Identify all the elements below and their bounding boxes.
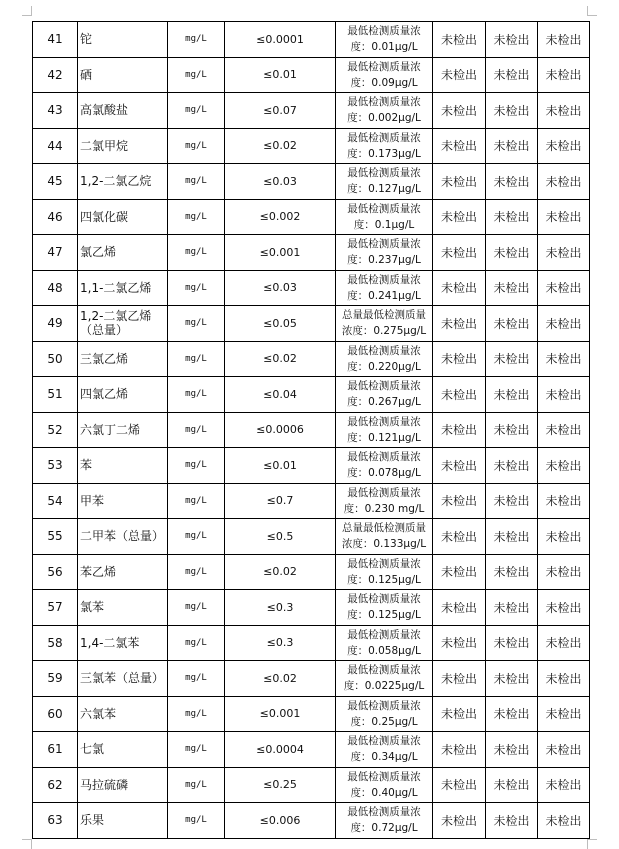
detection-limit-note bbox=[336, 448, 433, 484]
row-number: 46 bbox=[33, 199, 78, 235]
table-row bbox=[33, 554, 590, 590]
limit-value: ≤0.03 bbox=[225, 270, 336, 306]
result-3: 未检出 bbox=[538, 625, 590, 661]
result-1: 未检出 bbox=[433, 412, 486, 448]
item-name: 六氯丁二烯 bbox=[78, 412, 168, 448]
table-row bbox=[33, 625, 590, 661]
limit-value: ≤0.3 bbox=[225, 590, 336, 626]
table-row bbox=[33, 22, 590, 58]
unit: mg/L bbox=[168, 483, 225, 519]
result-2: 未检出 bbox=[486, 732, 538, 768]
item-name: 甲苯 bbox=[78, 483, 168, 519]
detection-limit-line2: 度：0.1μg/L bbox=[353, 218, 415, 231]
result-2: 未检出 bbox=[486, 696, 538, 732]
table-row bbox=[33, 412, 590, 448]
detection-limit-note bbox=[336, 164, 433, 200]
unit: mg/L bbox=[168, 767, 225, 803]
result-3: 未检出 bbox=[538, 590, 590, 626]
table-row bbox=[33, 803, 590, 839]
result-2: 未检出 bbox=[486, 483, 538, 519]
result-3: 未检出 bbox=[538, 412, 590, 448]
detection-limit-line2: 度：0.237μg/L bbox=[347, 254, 421, 267]
limit-value: ≤0.3 bbox=[225, 625, 336, 661]
result-3: 未检出 bbox=[538, 341, 590, 377]
unit: mg/L bbox=[168, 448, 225, 484]
table-body bbox=[33, 22, 590, 839]
result-2: 未检出 bbox=[486, 554, 538, 590]
result-2: 未检出 bbox=[486, 412, 538, 448]
unit: mg/L bbox=[168, 661, 225, 697]
detection-limit-line1: 最低检测质量浓 bbox=[347, 628, 421, 641]
result-2: 未检出 bbox=[486, 270, 538, 306]
result-1: 未检出 bbox=[433, 22, 486, 58]
unit: mg/L bbox=[168, 412, 225, 448]
detection-limit-line2: 度：0.241μg/L bbox=[347, 289, 421, 302]
limit-value: ≤0.05 bbox=[225, 306, 336, 342]
detection-limit-note bbox=[336, 235, 433, 271]
limit-value: ≤0.01 bbox=[225, 448, 336, 484]
detection-limit-line1: 最低检测质量浓 bbox=[347, 167, 421, 180]
result-2: 未检出 bbox=[486, 803, 538, 839]
limit-value: ≤0.5 bbox=[225, 519, 336, 555]
item-name: 苯 bbox=[78, 448, 168, 484]
table-row bbox=[33, 93, 590, 129]
item-name: 1,2-二氯乙烯（总量） bbox=[78, 306, 168, 342]
item-name: 1,2-二氯乙烷 bbox=[78, 164, 168, 200]
item-name: 苯乙烯 bbox=[78, 554, 168, 590]
table-row bbox=[33, 732, 590, 768]
result-2: 未检出 bbox=[486, 625, 538, 661]
row-number: 47 bbox=[33, 235, 78, 271]
unit: mg/L bbox=[168, 732, 225, 768]
detection-limit-note bbox=[336, 377, 433, 413]
detection-limit-line2: 度：0.25μg/L bbox=[350, 715, 418, 728]
result-3: 未检出 bbox=[538, 270, 590, 306]
detection-limit-line1: 总量最低检测质量 bbox=[342, 522, 426, 535]
detection-limit-line2: 度：0.267μg/L bbox=[347, 396, 421, 409]
result-2: 未检出 bbox=[486, 199, 538, 235]
result-3: 未检出 bbox=[538, 306, 590, 342]
result-2: 未检出 bbox=[486, 93, 538, 129]
detection-limit-line2: 度：0.121μg/L bbox=[347, 431, 421, 444]
row-number: 56 bbox=[33, 554, 78, 590]
unit: mg/L bbox=[168, 22, 225, 58]
item-name: 七氯 bbox=[78, 732, 168, 768]
detection-limit-line2: 度：0.220μg/L bbox=[347, 360, 421, 373]
row-number: 59 bbox=[33, 661, 78, 697]
row-number: 62 bbox=[33, 767, 78, 803]
unit: mg/L bbox=[168, 554, 225, 590]
result-1: 未检出 bbox=[433, 483, 486, 519]
result-3: 未检出 bbox=[538, 199, 590, 235]
table-row bbox=[33, 235, 590, 271]
result-1: 未检出 bbox=[433, 661, 486, 697]
result-1: 未检出 bbox=[433, 93, 486, 129]
result-3: 未检出 bbox=[538, 661, 590, 697]
detection-limit-note bbox=[336, 306, 433, 342]
item-name: 氯乙烯 bbox=[78, 235, 168, 271]
result-3: 未检出 bbox=[538, 164, 590, 200]
limit-value: ≤0.02 bbox=[225, 341, 336, 377]
result-1: 未检出 bbox=[433, 377, 486, 413]
unit: mg/L bbox=[168, 625, 225, 661]
result-3: 未检出 bbox=[538, 235, 590, 271]
row-number: 45 bbox=[33, 164, 78, 200]
row-number: 43 bbox=[33, 93, 78, 129]
result-2: 未检出 bbox=[486, 341, 538, 377]
detection-limit-note bbox=[336, 732, 433, 768]
table-row bbox=[33, 341, 590, 377]
detection-limit-line2: 度：0.01μg/L bbox=[350, 41, 418, 54]
table-row bbox=[33, 661, 590, 697]
result-1: 未检出 bbox=[433, 767, 486, 803]
result-1: 未检出 bbox=[433, 554, 486, 590]
item-name: 高氯酸盐 bbox=[78, 93, 168, 129]
item-name: 四氯乙烯 bbox=[78, 377, 168, 413]
result-2: 未检出 bbox=[486, 57, 538, 93]
detection-limit-line2: 度：0.125μg/L bbox=[347, 609, 421, 622]
result-2: 未检出 bbox=[486, 235, 538, 271]
row-number: 51 bbox=[33, 377, 78, 413]
crop-mark-top-right bbox=[587, 6, 597, 16]
detection-limit-line1: 最低检测质量浓 bbox=[347, 344, 421, 357]
detection-limit-note bbox=[336, 270, 433, 306]
limit-value: ≤0.0006 bbox=[225, 412, 336, 448]
result-1: 未检出 bbox=[433, 732, 486, 768]
item-name: 四氯化碳 bbox=[78, 199, 168, 235]
detection-limit-note bbox=[336, 57, 433, 93]
detection-limit-line1: 最低检测质量浓 bbox=[347, 60, 421, 73]
detection-limit-line2: 度：0.002μg/L bbox=[347, 112, 421, 125]
limit-value: ≤0.25 bbox=[225, 767, 336, 803]
result-3: 未检出 bbox=[538, 483, 590, 519]
unit: mg/L bbox=[168, 235, 225, 271]
detection-limit-note bbox=[336, 590, 433, 626]
result-1: 未检出 bbox=[433, 696, 486, 732]
row-number: 41 bbox=[33, 22, 78, 58]
result-1: 未检出 bbox=[433, 235, 486, 271]
result-1: 未检出 bbox=[433, 341, 486, 377]
detection-limit-line2: 度：0.72μg/L bbox=[350, 822, 418, 835]
detection-limit-line2: 浓度：0.275μg/L bbox=[341, 325, 427, 338]
result-1: 未检出 bbox=[433, 57, 486, 93]
unit: mg/L bbox=[168, 93, 225, 129]
table-row bbox=[33, 164, 590, 200]
detection-limit-note bbox=[336, 341, 433, 377]
detection-limit-line2: 度：0.127μg/L bbox=[347, 183, 421, 196]
detection-limit-note bbox=[336, 554, 433, 590]
unit: mg/L bbox=[168, 341, 225, 377]
detection-limit-line2: 浓度：0.133μg/L bbox=[341, 538, 427, 551]
row-number: 49 bbox=[33, 306, 78, 342]
row-number: 53 bbox=[33, 448, 78, 484]
detection-limit-line1: 最低检测质量浓 bbox=[347, 806, 421, 819]
item-name: 1,4-二氯苯 bbox=[78, 625, 168, 661]
detection-limit-note bbox=[336, 128, 433, 164]
item-name: 乐果 bbox=[78, 803, 168, 839]
row-number: 60 bbox=[33, 696, 78, 732]
table-row bbox=[33, 519, 590, 555]
limit-value: ≤0.006 bbox=[225, 803, 336, 839]
limit-value: ≤0.0004 bbox=[225, 732, 336, 768]
result-1: 未检出 bbox=[433, 590, 486, 626]
detection-limit-line1: 最低检测质量浓 bbox=[347, 735, 421, 748]
result-1: 未检出 bbox=[433, 519, 486, 555]
limit-value: ≤0.02 bbox=[225, 661, 336, 697]
detection-limit-line2: 度：0.40μg/L bbox=[350, 786, 418, 799]
table-row bbox=[33, 696, 590, 732]
row-number: 48 bbox=[33, 270, 78, 306]
limit-value: ≤0.002 bbox=[225, 199, 336, 235]
result-2: 未检出 bbox=[486, 519, 538, 555]
limit-value: ≤0.02 bbox=[225, 554, 336, 590]
item-name: 1,1-二氯乙烯 bbox=[78, 270, 168, 306]
limit-value: ≤0.03 bbox=[225, 164, 336, 200]
detection-limit-note bbox=[336, 625, 433, 661]
table-row bbox=[33, 270, 590, 306]
detection-limit-line2: 度：0.125μg/L bbox=[347, 573, 421, 586]
detection-limit-note bbox=[336, 199, 433, 235]
detection-limit-line2: 度：0.34μg/L bbox=[350, 751, 418, 764]
row-number: 57 bbox=[33, 590, 78, 626]
row-number: 42 bbox=[33, 57, 78, 93]
detection-limit-line1: 最低检测质量浓 bbox=[347, 593, 421, 606]
result-2: 未检出 bbox=[486, 377, 538, 413]
unit: mg/L bbox=[168, 270, 225, 306]
detection-limit-line1: 最低检测质量浓 bbox=[347, 238, 421, 251]
detection-limit-line1: 最低检测质量浓 bbox=[347, 664, 421, 677]
water-quality-table bbox=[32, 21, 590, 839]
row-number: 61 bbox=[33, 732, 78, 768]
row-number: 52 bbox=[33, 412, 78, 448]
result-3: 未检出 bbox=[538, 448, 590, 484]
detection-limit-line1: 最低检测质量浓 bbox=[347, 25, 421, 38]
table-row bbox=[33, 448, 590, 484]
result-2: 未检出 bbox=[486, 590, 538, 626]
result-2: 未检出 bbox=[486, 448, 538, 484]
item-name: 硒 bbox=[78, 57, 168, 93]
detection-limit-line1: 最低检测质量浓 bbox=[347, 451, 421, 464]
table-row bbox=[33, 57, 590, 93]
detection-limit-line2: 度：0.09μg/L bbox=[350, 76, 418, 89]
detection-limit-note bbox=[336, 696, 433, 732]
detection-limit-note bbox=[336, 412, 433, 448]
item-name: 六氯苯 bbox=[78, 696, 168, 732]
detection-limit-line1: 最低检测质量浓 bbox=[347, 131, 421, 144]
row-number: 44 bbox=[33, 128, 78, 164]
detection-limit-line2: 度：0.230 mg/L bbox=[343, 502, 425, 515]
table-row bbox=[33, 590, 590, 626]
detection-limit-line1: 最低检测质量浓 bbox=[347, 770, 421, 783]
unit: mg/L bbox=[168, 696, 225, 732]
result-3: 未检出 bbox=[538, 128, 590, 164]
item-name: 铊 bbox=[78, 22, 168, 58]
result-1: 未检出 bbox=[433, 270, 486, 306]
result-2: 未检出 bbox=[486, 661, 538, 697]
detection-limit-line1: 最低检测质量浓 bbox=[347, 557, 421, 570]
result-1: 未检出 bbox=[433, 199, 486, 235]
detection-limit-line1: 总量最低检测质量 bbox=[342, 309, 426, 322]
unit: mg/L bbox=[168, 377, 225, 413]
result-2: 未检出 bbox=[486, 306, 538, 342]
row-number: 63 bbox=[33, 803, 78, 839]
detection-limit-line1: 最低检测质量浓 bbox=[347, 486, 421, 499]
result-3: 未检出 bbox=[538, 22, 590, 58]
result-3: 未检出 bbox=[538, 696, 590, 732]
result-1: 未检出 bbox=[433, 803, 486, 839]
detection-limit-line1: 最低检测质量浓 bbox=[347, 273, 421, 286]
detection-limit-line2: 度：0.078μg/L bbox=[347, 467, 421, 480]
table-row bbox=[33, 306, 590, 342]
result-3: 未检出 bbox=[538, 519, 590, 555]
table-row bbox=[33, 199, 590, 235]
limit-value: ≤0.0001 bbox=[225, 22, 336, 58]
unit: mg/L bbox=[168, 803, 225, 839]
result-3: 未检出 bbox=[538, 57, 590, 93]
detection-limit-note bbox=[336, 661, 433, 697]
unit: mg/L bbox=[168, 199, 225, 235]
result-1: 未检出 bbox=[433, 164, 486, 200]
unit: mg/L bbox=[168, 128, 225, 164]
unit: mg/L bbox=[168, 306, 225, 342]
unit: mg/L bbox=[168, 590, 225, 626]
item-name: 三氯乙烯 bbox=[78, 341, 168, 377]
result-3: 未检出 bbox=[538, 803, 590, 839]
detection-limit-line1: 最低检测质量浓 bbox=[347, 96, 421, 109]
limit-value: ≤0.01 bbox=[225, 57, 336, 93]
result-3: 未检出 bbox=[538, 554, 590, 590]
item-name: 三氯苯（总量） bbox=[78, 661, 168, 697]
result-3: 未检出 bbox=[538, 93, 590, 129]
table-row bbox=[33, 128, 590, 164]
result-1: 未检出 bbox=[433, 625, 486, 661]
limit-value: ≤0.7 bbox=[225, 483, 336, 519]
result-3: 未检出 bbox=[538, 732, 590, 768]
result-2: 未检出 bbox=[486, 22, 538, 58]
unit: mg/L bbox=[168, 57, 225, 93]
detection-limit-note bbox=[336, 93, 433, 129]
detection-limit-line2: 度：0.058μg/L bbox=[347, 644, 421, 657]
item-name: 二甲苯（总量） bbox=[78, 519, 168, 555]
limit-value: ≤0.001 bbox=[225, 235, 336, 271]
unit: mg/L bbox=[168, 519, 225, 555]
table-row bbox=[33, 483, 590, 519]
limit-value: ≤0.07 bbox=[225, 93, 336, 129]
item-name: 氯苯 bbox=[78, 590, 168, 626]
result-1: 未检出 bbox=[433, 448, 486, 484]
detection-limit-line1: 最低检测质量浓 bbox=[347, 202, 421, 215]
detection-limit-line1: 最低检测质量浓 bbox=[347, 699, 421, 712]
detection-limit-line2: 度：0.0225μg/L bbox=[343, 680, 425, 693]
row-number: 54 bbox=[33, 483, 78, 519]
detection-limit-line1: 最低检测质量浓 bbox=[347, 415, 421, 428]
result-3: 未检出 bbox=[538, 767, 590, 803]
detection-limit-line1: 最低检测质量浓 bbox=[347, 380, 421, 393]
row-number: 55 bbox=[33, 519, 78, 555]
detection-limit-note bbox=[336, 483, 433, 519]
result-2: 未检出 bbox=[486, 164, 538, 200]
limit-value: ≤0.04 bbox=[225, 377, 336, 413]
table-row bbox=[33, 377, 590, 413]
detection-limit-note bbox=[336, 803, 433, 839]
limit-value: ≤0.001 bbox=[225, 696, 336, 732]
result-1: 未检出 bbox=[433, 306, 486, 342]
result-2: 未检出 bbox=[486, 767, 538, 803]
detection-limit-note bbox=[336, 519, 433, 555]
detection-limit-note bbox=[336, 22, 433, 58]
result-2: 未检出 bbox=[486, 128, 538, 164]
detection-limit-note bbox=[336, 767, 433, 803]
item-name: 二氯甲烷 bbox=[78, 128, 168, 164]
result-3: 未检出 bbox=[538, 377, 590, 413]
limit-value: ≤0.02 bbox=[225, 128, 336, 164]
detection-limit-line2: 度：0.173μg/L bbox=[347, 147, 421, 160]
row-number: 58 bbox=[33, 625, 78, 661]
table-row bbox=[33, 767, 590, 803]
crop-mark-top-left bbox=[22, 6, 32, 16]
item-name: 马拉硫磷 bbox=[78, 767, 168, 803]
row-number: 50 bbox=[33, 341, 78, 377]
result-1: 未检出 bbox=[433, 128, 486, 164]
unit: mg/L bbox=[168, 164, 225, 200]
